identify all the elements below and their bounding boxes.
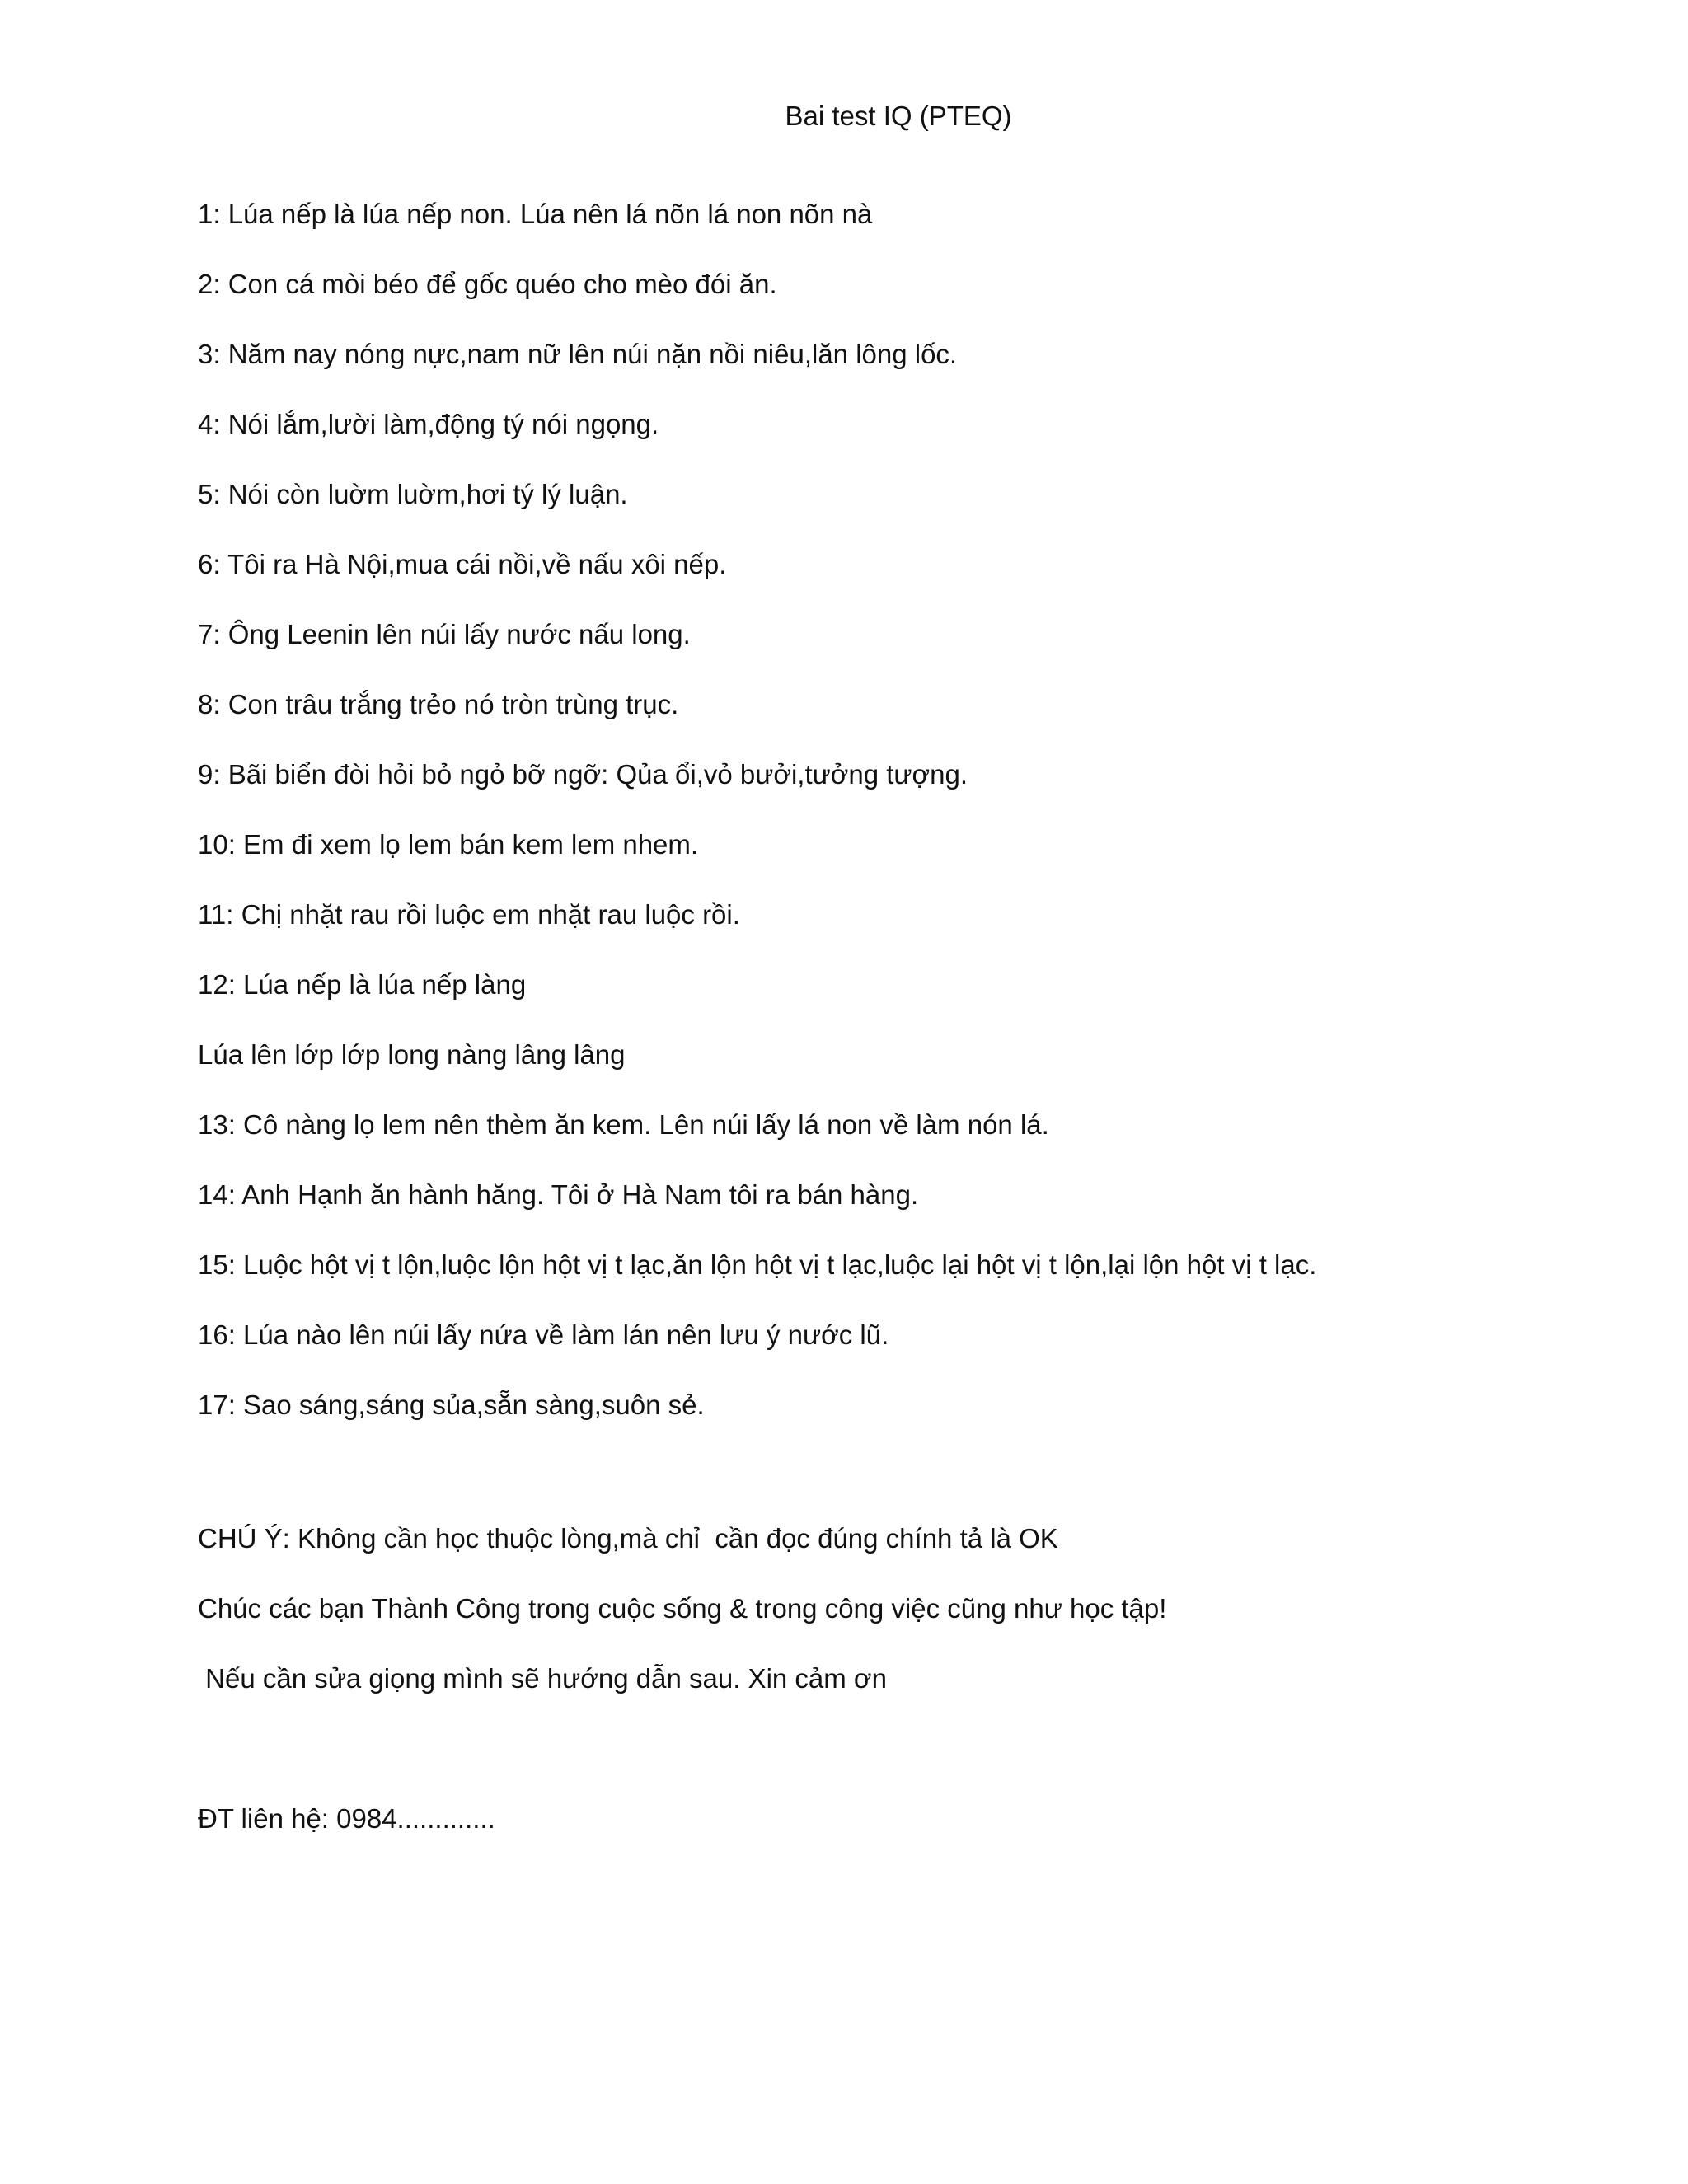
exercise-line: 4: Nói lắm,lười làm,động tý nói ngọng.	[198, 409, 659, 439]
exercise-line: 3: Năm nay nóng nực,nam nữ lên núi nặn nồi niêu,lăn lông lốc.	[198, 339, 958, 369]
exercise-line: 13: Cô nàng lọ lem nên thèm ăn kem. Lên núi lấy lá non về làm nón lá.	[198, 1109, 1049, 1140]
exercise-line: 2: Con cá mòi béo để gốc quéo cho mèo đói ăn.	[198, 269, 777, 299]
exercise-line: 10: Em đi xem lọ lem bán kem lem nhem.	[198, 829, 699, 860]
exercise-line: 8: Con trâu trắng trẻo nó tròn trùng trục.	[198, 689, 679, 719]
exercise-line: 1: Lúa nếp là lúa nếp non. Lúa nên lá nõn lá non nõn nà	[198, 199, 873, 229]
exercise-line: 5: Nói còn luờm luờm,hơi tý lý luận.	[198, 479, 628, 509]
exercise-line: 15: Luộc hột vị t lộn,luộc lộn hột vị t lạc,ăn lộn hột vị t lạc,luộc lại hột vị t lộn,lại lộn hột vị t lạc.	[198, 1249, 1317, 1280]
note-line: Nếu cần sửa giọng mình sẽ hướng dẫn sau. Xin cảm ơn	[198, 1663, 887, 1694]
exercise-line: 9: Bãi biển đòi hỏi bỏ ngỏ bỡ ngỡ: Qủa ổi,vỏ bưởi,tưởng tượng.	[198, 759, 968, 790]
exercise-line: 7: Ông Leenin lên núi lấy nước nấu long.	[198, 619, 691, 649]
note-line: CHÚ Ý: Không cần học thuộc lòng,mà chỉ cần đọc đúng chính tả là OK	[198, 1523, 1058, 1554]
exercise-lines	[198, 194, 1648, 1455]
exercise-line: 6: Tôi ra Hà Nội,mua cái nồi,về nấu xôi nếp.	[198, 549, 727, 579]
document-title: Bai test IQ (PTEQ)	[785, 101, 1012, 131]
exercise-line: 17: Sao sáng,sáng sủa,sẵn sàng,suôn sẻ.	[198, 1390, 705, 1420]
exercise-line: 14: Anh Hạnh ăn hành hăng. Tôi ở Hà Nam tôi ra bán hàng.	[198, 1179, 919, 1210]
exercise-line: 16: Lúa nào lên núi lấy nứa về làm lán nên lưu ý nước lũ.	[198, 1319, 889, 1350]
notes-section	[198, 1518, 1648, 1728]
exercise-line: 12: Lúa nếp là lúa nếp làng	[198, 969, 527, 1000]
note-line: Chúc các bạn Thành Công trong cuộc sống & trong công việc cũng như học tập!	[198, 1593, 1167, 1624]
exercise-line: 11: Chị nhặt rau rồi luộc em nhặt rau luộc rồi.	[198, 899, 740, 930]
exercise-line: Lúa lên lớp lớp long nàng lâng lâng	[198, 1039, 626, 1070]
contact-line: ĐT liên hệ: 0984.............	[198, 1803, 495, 1834]
